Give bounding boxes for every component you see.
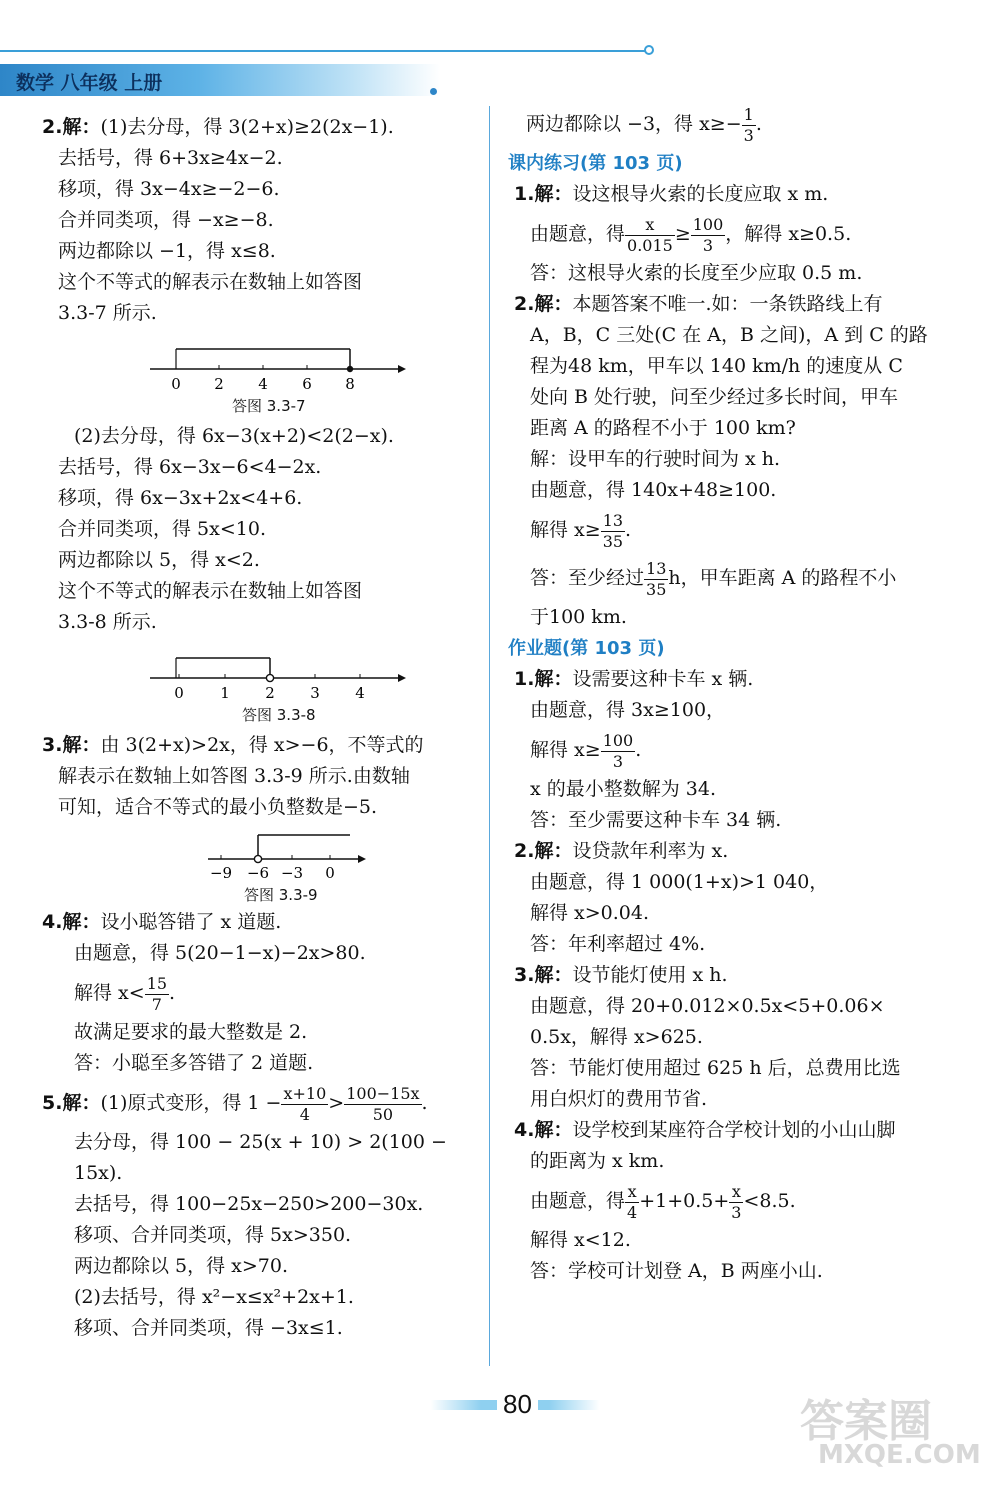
header-banner-dot [430,88,437,95]
q5-number: 5. [42,1092,63,1114]
tick-label: −3 [280,864,304,882]
section-heading-homework: 作业题(第 103 页) [508,638,665,659]
left-column [42,112,490,1344]
fraction-denominator: 50 [372,1104,394,1124]
h1-answer-label: 解： [534,668,573,690]
q2-line-12: 两边都除以 5，得 x<2. [58,549,260,571]
p1-answer-label: 解： [534,183,573,205]
fraction-13-35 [601,511,625,552]
tick-label: 6 [302,375,312,393]
p1-line-2 [514,210,964,258]
fraction-numerator: 100−15x [346,1083,420,1103]
h2-line-1 [514,836,964,867]
fraction-x-3 [729,1182,743,1223]
q5-line-2: 去分母，得 100 − 25(x + 10) > 2(100 − [74,1131,447,1153]
h1-line-3: 解得 x≥ $\frac{100}{3}$ . [530,730,642,771]
fraction-numerator: 1 [743,104,754,124]
closed-endpoint [347,366,353,372]
fraction-100-minus-15x-over-50 [344,1084,421,1125]
figure-caption: 答图 3.3-7 [232,397,306,415]
tick-label: 4 [355,684,365,702]
h2-line-4: 答：年利率超过 4%. [530,933,706,955]
h3-number: 3. [514,964,535,986]
h4-line-1 [514,1115,964,1146]
fraction-numerator: x+10 [283,1083,327,1103]
p2-line-4: 处向 B 处行驶，问至少经过多长时间，甲车 [530,386,899,408]
p2-line-2: A，B，C 三处(C 在 A，B 之间)，A 到 C 的路 [530,324,928,346]
fraction-denominator: 4 [299,1104,310,1124]
h4-number: 4. [514,1119,535,1141]
p2-text-8: 解得 x≥ [530,519,601,541]
tick-label: 8 [345,375,355,393]
axis-arrow [398,674,406,682]
axis-arrow [358,855,366,863]
q2-line-6: 这个不等式的解表示在数轴上如答图 [58,271,363,293]
h4-text-1: 设学校到某座符合学校计划的小山山脚 [572,1119,896,1141]
open-endpoint [266,674,273,681]
p1-line-1 [514,179,964,210]
q2-line-5: 两边都除以 −1，得 x≤8. [58,240,276,262]
fraction-denominator: 35 [602,531,624,551]
q2-line-3: 移项，得 3x−4x≥−2−6. [58,178,280,200]
q2-line-9: 去括号，得 6x−3x−6<4−2x. [58,456,322,478]
p2-line-9 [514,554,964,602]
p2-line-10: 于100 km. [530,606,627,628]
number-line-figure-3-3-8 [58,638,490,730]
tick-label: −6 [246,864,270,882]
right-column [508,100,964,1287]
fraction-numerator: 100 [602,730,634,750]
fraction-numerator: x [729,1182,743,1203]
q4-line-3: 解得 x< $\frac{15}{7}$ . [74,973,176,1014]
p2-number: 2. [514,293,535,315]
greater-equal-sign: ≥ [674,223,691,245]
q3-text-1: 由 3(2+x)>2x，得 x>−6，不等式的 [100,734,424,756]
tick-label: −9 [209,864,233,882]
q2-line-1 [42,112,490,143]
q2-text-1: (1)去分母，得 3(2+x)≥2(2x−1). [100,116,394,138]
fraction-denominator: 3 [731,1202,742,1222]
h4-text-3b: +1+0.5+ [639,1190,730,1212]
section-heading-class-practice: 课内练习(第 103 页) [508,153,683,174]
h4-text-3a: 由题意，得 [530,1190,626,1212]
watermark-site: MXQE.COM [818,1440,981,1470]
q5-line-7: (2)去括号，得 x²−x≤x²+2x+1. [74,1286,354,1308]
p2-answer-label: 解： [534,293,573,315]
p2-line-5: 距离 A 的路程不小于 100 km? [530,417,796,439]
fraction-x-4 [625,1182,639,1223]
q5-line-4: 去括号，得 100−25x−250>200−30x. [74,1193,424,1215]
figure-caption: 答图 3.3-8 [242,706,316,724]
q3-line-2: 解表示在数轴上如答图 3.3-9 所示.由数轴 [58,765,410,787]
h2-line-2: 由题意，得 1 000(1+x)>1 040， [530,871,829,893]
q2-line-13: 这个不等式的解表示在数轴上如答图 [58,580,363,602]
q5-line-1: 5.解：(1)原式变形，得 1 − $\frac{x+10}{4}$ > $\frac{100-15x}{50}$ . [42,1083,428,1124]
h3-line-4: 答：节能灯使用超过 625 h 后，总费用比选 [530,1057,901,1079]
axis-arrow [398,365,406,373]
q5-line-3: 15x). [74,1162,123,1184]
p1-text-2b: ，解得 x≥0.5. [725,223,852,245]
tick-label: 0 [174,684,184,702]
fraction-numerator: 15 [146,973,168,993]
fraction-numerator: x [625,1182,639,1203]
fraction-15-7 [145,974,169,1015]
p2-line-3: 程为48 km，甲车以 140 km/h 的速度从 C [530,355,903,377]
q2-line-10: 移项，得 6x−3x+2x<4+6. [58,487,303,509]
q5-text-1: (1)原式变形，得 1 − [100,1092,282,1114]
fraction-numerator: 13 [602,510,624,530]
p2-line-7: 由题意，得 140x+48≥100. [530,479,777,501]
h4-line-2: 的距离为 x km. [530,1150,665,1172]
fraction-x-over-0-015 [625,215,675,256]
h4-answer-label: 解： [534,1119,573,1141]
h1-line-2: 由题意，得 3x≥100， [530,699,726,721]
book-title: 数学 八年级 上册 [16,72,163,94]
q2-line-11: 合并同类项，得 5x<10. [58,518,266,540]
fraction-denominator: 7 [151,994,162,1014]
q4-answer-label: 解： [62,911,101,933]
q4-line-2: 由题意，得 5(20−1−x)−2x>80. [74,942,366,964]
h4-line-3 [514,1177,964,1225]
h3-text-1: 设节能灯使用 x h. [572,964,728,986]
q4-line-5: 答：小聪至多答错了 2 道题. [74,1052,314,1074]
fraction-denominator: 3 [702,235,714,255]
q3-line-1 [42,730,490,761]
header-rule-end-dot [644,45,654,55]
h1-line-4: x 的最小整数解为 34. [530,778,717,800]
number-line-figure-3-3-9 [58,823,490,907]
h3-line-5: 用白炽灯的费用节省. [530,1088,708,1110]
h2-number: 2. [514,840,535,862]
q5-answer-label: 解： [62,1092,101,1114]
h2-answer-label: 解： [534,840,573,862]
fraction-denominator: 3 [743,125,754,145]
q4-line-1 [42,907,490,938]
number-line-3-3-7 [58,329,458,393]
p1-line-3: 答：这根导火索的长度至少应取 0.5 m. [530,262,863,284]
q2-line-2: 去括号，得 6+3x≥4x−2. [58,147,283,169]
tick-label: 0 [325,864,335,882]
h3-line-3: 0.5x，解得 x>625. [530,1026,703,1048]
q4-line-4: 故满足要求的最大整数是 2. [74,1021,308,1043]
tick-label: 3 [310,684,320,702]
number-line-figure-3-3-7 [58,329,490,421]
fraction-numerator: 13 [646,558,667,578]
p1-text-1: 设这根导火索的长度应取 x m. [572,183,829,205]
h1-line-1 [514,664,964,695]
q3-number: 3. [42,734,63,756]
greater-than-sign: > [328,1092,345,1114]
fraction-numerator: 100 [692,214,724,234]
h1-number: 1. [514,668,535,690]
h1-text-3: 解得 x≥ [530,739,601,761]
q2-number: 2. [42,116,63,138]
fraction-denominator: 35 [646,579,667,599]
h4-text-3c: <8.5. [743,1190,796,1212]
header-rule [0,50,648,52]
q5-line-8: 移项、合并同类项，得 −3x≤1. [74,1317,343,1339]
page-number: 80 [497,1389,538,1420]
h2-line-3: 解得 x>0.04. [530,902,650,924]
figure-caption: 答图 3.3-9 [244,886,318,904]
fraction-denominator: 4 [627,1202,638,1222]
p2-line-1 [514,289,964,320]
continuation-line: 两边都除以 −3，得 x≥− $\frac{1}{3}$ . [526,104,762,145]
fraction-x-plus-10-over-4 [281,1084,328,1125]
q2-line-4: 合并同类项，得 −x≥−8. [58,209,274,231]
q3-line-3: 可知，适合不等式的最小负整数是−5. [58,796,378,818]
q3-answer-label: 解： [62,734,101,756]
q5-line-5: 移项、合并同类项，得 5x>350. [74,1224,352,1246]
h4-line-5: 答：学校可计划登 A，B 两座小山. [530,1260,823,1282]
q2-line-14: 3.3-8 所示. [58,611,157,633]
p2-line-8: 解得 x≥ $\frac{13}{35}$ . [530,510,632,551]
fraction-100-3 [601,731,636,772]
fraction-100-3 [691,215,726,256]
p1-text-2a: 由题意，得 [530,223,626,245]
fraction-numerator: x [625,215,675,236]
q4-text-3: 解得 x< [74,982,145,1004]
p2-line-6: 解：设甲车的行驶时间为 x h. [530,448,781,470]
tick-label: 1 [220,684,230,702]
h3-answer-label: 解： [534,964,573,986]
open-endpoint [254,855,261,862]
fraction-1-3 [742,105,756,146]
p2-text-1: 本题答案不唯一.如：一条铁路线上有 [572,293,883,315]
q2-line-7: 3.3-7 所示. [58,302,157,324]
q4-number: 4. [42,911,63,933]
tick-label: 2 [214,375,224,393]
q5-line-6: 两边都除以 5，得 x>70. [74,1255,289,1277]
q2-answer-label: 解： [62,116,101,138]
fraction-13-35 [644,559,668,600]
h1-text-1: 设需要这种卡车 x 辆. [572,668,754,690]
h1-line-5: 答：至少需要这种卡车 34 辆. [530,809,782,831]
fraction-denominator: 3 [612,751,624,771]
q2-line-8: (2)去分母，得 6x−3(x+2)<2(2−x). [74,425,394,447]
continuation-text: 两边都除以 −3，得 x≥− [526,113,742,135]
p2-text-9a: 答：至少经过 [530,567,645,589]
tick-label: 4 [258,375,268,393]
tick-label: 2 [265,684,275,702]
h2-text-1: 设贷款年利率为 x. [572,840,729,862]
fraction-denominator: 0.015 [627,235,673,255]
p2-text-9b: h，甲车距离 A 的路程不小 [668,567,897,589]
tick-label: 0 [171,375,181,393]
q4-text-1: 设小聪答错了 x 道题. [100,911,282,933]
h3-line-2: 由题意，得 20+0.012×0.5x<5+0.06× [530,995,885,1017]
number-line-3-3-9 [58,823,458,883]
watermark-logo: 答案圈 [800,1396,932,1447]
h4-line-4: 解得 x<12. [530,1229,631,1251]
h3-line-1 [514,960,964,991]
number-line-3-3-8 [58,638,458,702]
p1-number: 1. [514,183,535,205]
